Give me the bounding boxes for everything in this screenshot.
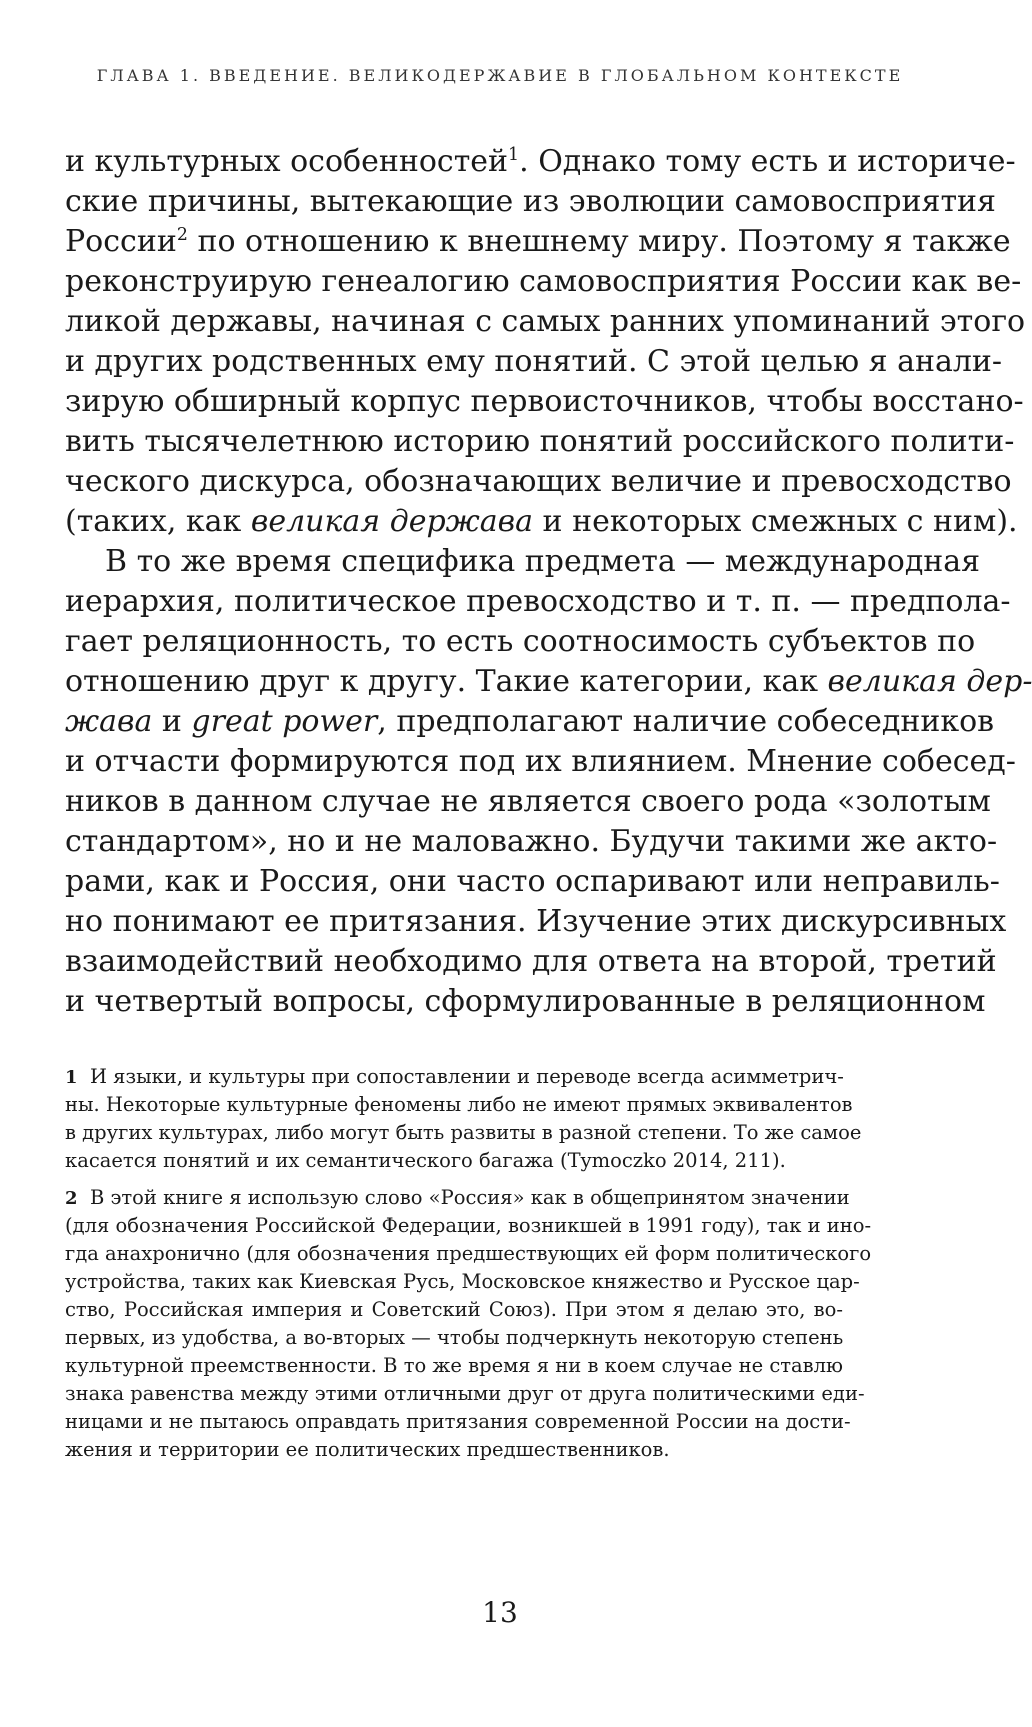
footnote-line: ны. Некоторые культурные феномены либо не имеют прямых эквивалентов (65, 1093, 853, 1116)
body-line: ликой державы, начиная с самых ранних упоминаний этого (65, 304, 1026, 339)
footnote-line: ство, Российская империя и Советский Союз). При этом я делаю это, во- (65, 1298, 843, 1321)
body-line: реконструирую генеалогию самовосприятия России как ве- (65, 264, 1022, 299)
body-line: вить тысячелетнюю историю понятий российского полити- (65, 424, 1015, 459)
footnote-line: гда анахронично (для обозначения предшествующих ей форм политического (65, 1242, 872, 1265)
body-line: отношению друг к другу. Такие категории, как великая дер- (65, 664, 1032, 699)
body-line: жава и great power, предполагают наличие собеседников (65, 704, 995, 739)
body-line: и отчасти формируются под их влиянием. Мнение собесед- (65, 744, 1016, 779)
footnote-line: касается понятий и их семантического багажа (Tymoczko 2014, 211). (65, 1149, 786, 1172)
footnote-ref[interactable]: 1 (508, 145, 520, 166)
body-line: гает реляционность, то есть соотносимость субъектов по (65, 624, 976, 659)
body-line: рами, как и Россия, они часто оспаривают или неправиль- (65, 864, 1000, 899)
body-line: иерархия, политическое превосходство и т. п. — предпола- (65, 584, 1011, 619)
body-line: зирую обширный корпус первоисточников, чтобы восстано- (65, 384, 1024, 419)
footnote-line: ницами и не пытаюсь оправдать притязания современной России на дости- (65, 1410, 851, 1433)
footnote-line: в других культурах, либо могут быть развиты в разной степени. То же самое (65, 1121, 862, 1144)
footnote-number: 1 (65, 1067, 78, 1088)
page-number: 13 (482, 1596, 518, 1629)
footnote-line: 2 В этой книге я использую слово «Россия» как в общепринятом значении (65, 1186, 850, 1209)
body-line: но понимают ее притязания. Изучение этих дискурсивных (65, 904, 1007, 939)
body-line: и четвертый вопросы, сформулированные в реляционном (65, 984, 986, 1019)
body-line: ские причины, вытекающие из эволюции самовосприятия (65, 184, 996, 219)
body-line: ников в данном случае не является своего рода «золотым (65, 784, 991, 819)
body-line: (таких, как великая держава и некоторых смежных с ним). (65, 504, 1018, 539)
body-line: В то же время специфика предмета — международная (105, 544, 981, 579)
body-line: стандартом», но и не маловажно. Будучи такими же акто- (65, 824, 998, 859)
footnote-line: первых, из удобства, а во-вторых — чтобы подчеркнуть некоторую степень (65, 1326, 844, 1349)
footnote-ref[interactable]: 2 (176, 225, 188, 246)
body-line: ческого дискурса, обозначающих величие и превосходство (65, 464, 1012, 499)
footnote-line: (для обозначения Российской Федерации, возникшей в 1991 году), так и ино- (65, 1214, 872, 1237)
footnote-line: знака равенства между этими отличными друг от друга политическими еди- (65, 1382, 865, 1405)
body-line: и культурных особенностей$^1$. Однако тому есть и историче- (65, 144, 1016, 179)
footnote-number: 2 (65, 1188, 78, 1209)
running-head: ГЛАВА 1. ВВЕДЕНИЕ. ВЕЛИКОДЕРЖАВИЕ В ГЛОБАЛЬНОМ КОНТЕКСТЕ (96, 66, 904, 85)
footnote-line: 1 И языки, и культуры при сопоставлении и переводе всегда асимметрич- (65, 1065, 844, 1088)
body-line: и других родственных ему понятий. С этой целью я анали- (65, 344, 1003, 379)
footnote-line: культурной преемственности. В то же время я ни в коем случае не ставлю (65, 1354, 843, 1377)
footnote-line: жения и территории ее политических предшественников. (65, 1438, 670, 1461)
body-line: России$^2$ по отношению к внешнему миру. Поэтому я также (65, 224, 1011, 259)
body-line: взаимодействий необходимо для ответа на второй, третий (65, 944, 997, 979)
footnote-line: устройства, таких как Киевская Русь, Московское княжество и Русское цар- (65, 1270, 860, 1293)
